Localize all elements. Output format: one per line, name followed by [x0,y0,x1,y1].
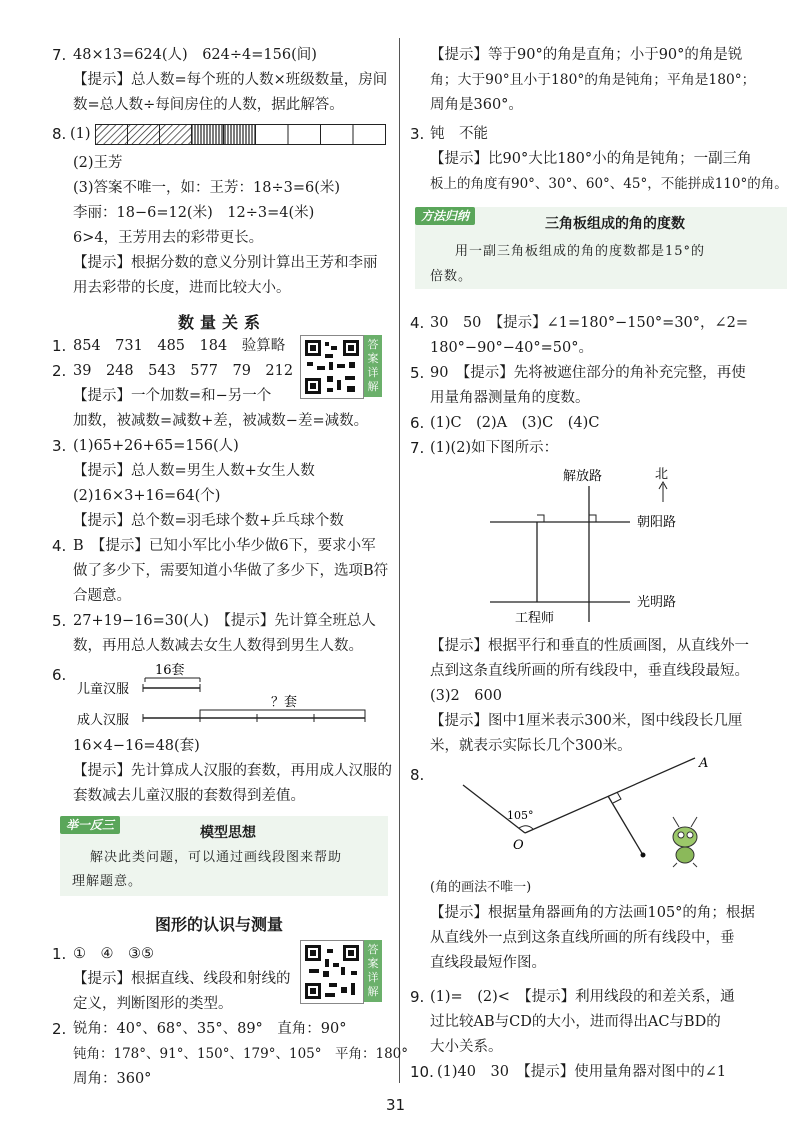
s2q1-answer: ① ④ ③⑤ [73,946,154,962]
s2q1-hint-cont: 定义，判断图形的类型。 [73,996,233,1012]
method-title: 三角板组成的角的度数 [545,216,685,232]
fraction-strip [95,124,387,146]
s2q2-acute: 锐角：40°、68°、35°、89° 直角：90° [73,1021,347,1037]
segment-diagram [75,660,375,730]
qr-pattern-icon [301,941,363,1003]
model-badge: 举一反三 [60,816,120,834]
q8-part1: (1) [70,126,91,142]
diagram-label-16: 16套 [155,663,185,678]
s2q2-number: 2. [52,1020,67,1038]
q3-number: 3. [410,125,425,143]
s1q3-part1: (1)65+26+65=156(人) [73,438,239,454]
qr-code-2[interactable] [300,940,364,1004]
s1q6-hint-cont: 套数减去儿童汉服的套数得到差值。 [73,788,305,804]
q7-part3: (3)2 600 [430,688,502,704]
s2q1-number: 1. [52,945,67,963]
q4-number: 4. [410,314,425,332]
q8-hint: 【提示】根据量角器画角的方法画105°的角；根据 [430,905,755,921]
section-title-geometry: 图形的认识与测量 [155,915,284,934]
q5-answer: 90 【提示】先将被遮住部分的角补充完整，再使 [430,365,746,381]
q7-answer: 48×13=624(人) 624÷4=156(间) [73,47,317,63]
qr-tab-answer-detail[interactable]: 答案详解 [364,335,382,397]
qr-code-1[interactable] [300,335,364,399]
s1q6-number: 6. [52,666,67,684]
road-label-guangming: 光明路 [637,595,677,610]
q8-hint-cont: 用去彩带的长度，进而比较大小。 [73,280,291,296]
q8-hint-cont: 从直线外一点到这条直线所画的所有线段中，垂 [430,930,735,946]
q7-answer: (1)(2)如下图所示： [430,440,559,456]
q8-hint-cont2: 直线段最短作图。 [430,955,546,971]
s1q1-number: 1. [52,337,67,355]
diagram-row-child: 儿童汉服 [77,682,130,697]
s1q3-hint1: 【提示】总人数=男生人数+女生人数 [73,463,315,479]
q4-answer: 30 50 【提示】∠1=180°−150°=30°，∠2= [430,315,749,331]
s1q3-number: 3. [52,437,67,455]
s1q1-answer: 854 731 485 184 验算略 [73,338,286,354]
s1q2-answer: 39 248 543 577 79 212 [73,363,294,379]
q7-hint-cont: 点到这条直线所画的所有线段中，垂直线段最短。 [430,663,749,679]
s2q2-obtuse: 钝角：178°、91°、150°、179°、105° 平角：180° [73,1046,409,1062]
model-text-cont: 理解题意。 [72,874,143,889]
section-title-quantity: 数量关系 [178,313,267,332]
q8-number: 8. [52,125,67,143]
s1q2-number: 2. [52,362,67,380]
q7-hint: 【提示】根据平行和垂直的性质画图，从直线外一 [430,638,749,654]
q5-cont: 用量角器测量角的度数。 [430,390,590,406]
q3-hint: 【提示】比90°大比180°小的角是钝角；一副三角 [430,151,752,167]
s2q2-full: 周角：360° [73,1071,152,1087]
q7-number: 7. [52,46,67,64]
q3-hint-cont: 板上的角度有90°、30°、60°、45°，不能拼成110°的角。 [430,176,788,192]
point-o-label: O [513,838,524,853]
q7-part3-hint: 【提示】图中1厘米表示300米，图中线段长几厘 [430,713,743,729]
q5-number: 5. [410,364,425,382]
column-divider [399,38,400,1083]
q8-note: (角的画法不唯一) [430,880,532,895]
q9-cont: 过比较AB与CD的大小，进而得出AC与BD的 [430,1014,721,1030]
q4-cont: 180°−90°−40°=50°。 [430,340,593,356]
q7-number: 7. [410,439,425,457]
model-text: 解决此类问题，可以通过画线段图来帮助 [90,850,343,865]
engineer-label: 工程师 [515,611,555,626]
s1q6-answer: 16×4−16=48(套) [73,738,200,754]
north-label: 北 [655,467,669,482]
q8-part2: (2)王芳 [73,155,123,171]
s1q3-part2: (2)16×3+16=64(个) [73,488,221,504]
s1q6-hint: 【提示】先计算成人汉服的套数，再用成人汉服的 [73,763,392,779]
angle-hint-cont: 角；大于90°且小于180°的角是钝角；平角是180°； [430,72,756,88]
q8-part3: (3)答案不唯一，如：王芳：18÷3=6(米) [73,180,341,196]
q8-conclusion: 6>4，王芳用去的彩带更长。 [73,230,264,246]
point-a-label: A [699,756,709,771]
s2q1-hint: 【提示】根据直线、线段和射线的 [73,971,291,987]
q6-answer: (1)C (2)A (3)C (4)C [430,415,600,431]
s1q2-hint-cont: 加数，被减数=减数+差，被减数−差=减数。 [73,413,369,429]
q7-hint: 【提示】总人数=每个班的人数×班级数量，房间 [73,72,388,88]
diagram-label-question: ？套 [271,695,298,710]
method-text-cont: 倍数。 [430,269,473,284]
s1q4-answer: B 【提示】已知小军比小华少做6下，要求小军 [73,538,376,554]
road-map [485,462,785,630]
q7-hint-cont: 数=总人数÷每间房住的人数，据此解答。 [73,97,344,113]
s1q4-cont2: 合题意。 [73,588,131,604]
method-badge: 方法归纳 [415,207,475,225]
qr-tab-answer-detail-2[interactable]: 答案详解 [364,940,382,1002]
q10-answer: (1)40 30 【提示】使用量角器对图中的∠1 [437,1064,727,1080]
s1q3-hint2: 【提示】总个数=羽毛球个数+乒乓球个数 [73,513,344,529]
q8-part3-cont: 李丽：18−6=12(米) 12÷3=4(米) [73,205,315,221]
angle-hint: 【提示】等于90°的角是直角；小于90°的角是锐 [430,47,743,63]
s1q2-hint: 【提示】一个加数=和−另一个 [73,388,272,404]
s1q5-number: 5. [52,612,67,630]
s1q4-cont: 做了多少下，需要知道小华做了多少下，选项B符 [73,563,389,579]
diagram-row-adult: 成人汉服 [77,713,130,728]
q6-number: 6. [410,414,425,432]
s1q4-number: 4. [52,537,67,555]
q10-number: 10. [410,1063,434,1081]
ant-mascot-icon [673,817,697,867]
qr-pattern-icon [301,336,363,398]
q8-number: 8. [410,766,425,784]
model-title: 模型思想 [200,825,256,841]
q9-number: 9. [410,988,425,1006]
angle-hint-cont2: 周角是360°。 [430,97,523,113]
s1q5-answer: 27+19−16=30(人) 【提示】先计算全班总人 [73,613,376,629]
angle-drawing [445,755,745,870]
q9-answer: (1)= (2)< 【提示】利用线段的和差关系，通 [430,989,735,1005]
method-text: 用一副三角板组成的角的度数都是15°的 [455,244,706,259]
page-number: 31 [386,1096,406,1114]
q9-cont2: 大小关系。 [430,1039,503,1055]
road-label-chaoyang: 朝阳路 [637,515,677,530]
s1q5-cont: 数，再用总人数减去女生人数得到男生人数。 [73,638,363,654]
q8-hint: 【提示】根据分数的意义分别计算出王芳和李丽 [73,255,378,271]
q3-answer: 钝 不能 [430,126,488,142]
road-label-jiefang: 解放路 [563,469,603,484]
q7-part3-hint-cont: 米，就表示实际长几个300米。 [430,738,632,754]
angle-105-label: 105° [507,809,534,822]
